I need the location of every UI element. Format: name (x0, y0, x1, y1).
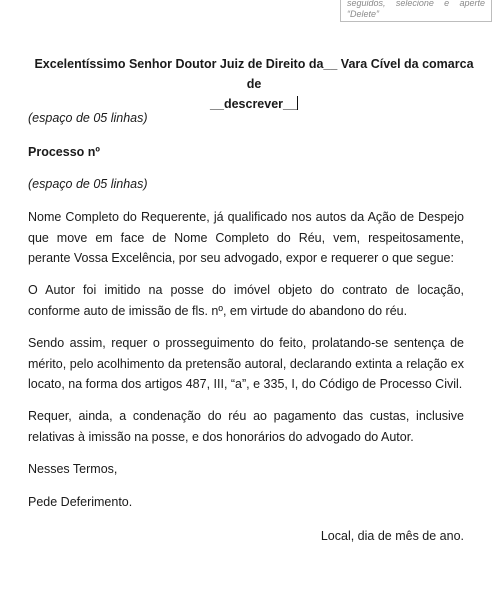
place-date-line: Local, dia de mês de ano. (320, 529, 464, 543)
paragraph-requerente: Nome Completo do Requerente, já qualificado nos autos da Ação de Despejo que move em face de Nome Completo do Réu, vem, respeitosamente, perante Vossa Excelência, por seu advogado, expor e requerer o que segue: (28, 210, 464, 265)
hint-text-line1: seguidos, selecione e aperte (347, 0, 485, 8)
heading-line1-prefix: Excelentíssimo Senhor Doutor Juiz de Direito da (34, 57, 324, 71)
closing-pede-deferimento: Pede Deferimento. (28, 495, 133, 509)
comarca-blank-suffix[interactable]: __ (283, 97, 297, 111)
paragraph-imissao: O Autor foi imitido na posse do imóvel objeto do contrato de locação, conforme auto de imissão de fls. nº, em virtude do abandono do réu. (28, 283, 464, 318)
instruction-hint-box (340, 0, 492, 22)
processo-label: Processo nº (28, 145, 100, 159)
spacer-note-1: (espaço de 05 linhas) (28, 111, 148, 125)
hint-text-line2: “Delete” (347, 9, 380, 19)
document-heading (28, 54, 480, 114)
comarca-placeholder[interactable]: descrever (223, 97, 284, 111)
vara-number-blank[interactable]: __ (323, 57, 338, 71)
spacer-note-2: (espaço de 05 linhas) (28, 177, 148, 191)
comarca-blank-prefix[interactable]: __ (210, 97, 224, 111)
heading-line1-suffix: Vara Cível da comarca de (246, 57, 474, 91)
closing-nesses-termos: Nesses Termos, (28, 462, 118, 476)
paragraph-condenacao: Requer, ainda, a condenação do réu ao pagamento das custas, inclusive relativas à imissão na posse, e dos honorários do advogado do Autor. (28, 409, 464, 444)
paragraph-prosseguimento: Sendo assim, requer o prosseguimento do feito, prolatando-se sentença de mérito, pelo acolhimento da pretensão autoral, declarando extinta a relação ex locato, na forma dos artigos 487, III, “a”, e 335, I, do Código de Processo Civil. (28, 336, 464, 391)
